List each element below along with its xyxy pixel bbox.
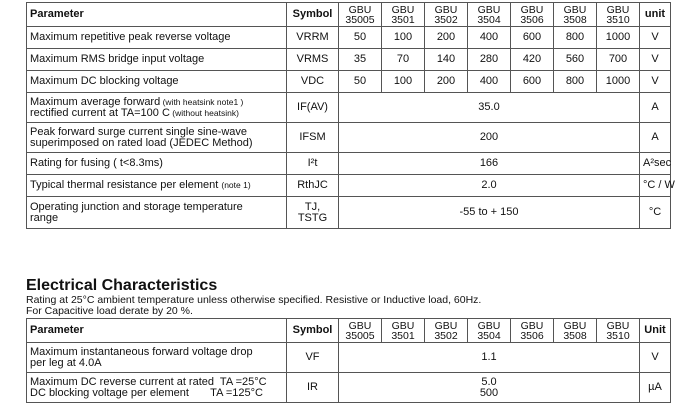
- row-value: 5.0 500: [339, 373, 640, 403]
- row-value: 35: [339, 49, 382, 71]
- section-note: Rating at 25°C ambient temperature unless otherwise specified. Resistive or Inductive load, 60Hz.: [26, 294, 482, 306]
- header-symbol: Symbol: [287, 3, 339, 27]
- row-value: 1000: [597, 71, 640, 93]
- row-parameter: Peak forward surge current single sine-wave superimposed on rated load (JEDEC Method): [27, 123, 287, 153]
- row-value: 166: [339, 153, 640, 175]
- row-parameter: Operating junction and storage temperature range: [27, 197, 287, 229]
- header-unit: Unit: [640, 319, 671, 343]
- row-parameter: Maximum DC blocking voltage: [27, 71, 287, 93]
- row-value: 1.1: [339, 343, 640, 373]
- row-unit: °C / W: [640, 175, 671, 197]
- max-ratings-table: [26, 2, 675, 229]
- table-row: [27, 49, 671, 71]
- row-parameter: Maximum RMS bridge input voltage: [27, 49, 287, 71]
- row-unit: A: [640, 93, 671, 123]
- header-part: GBU 3501: [382, 3, 425, 27]
- row-value: 200: [425, 27, 468, 49]
- row-symbol: VF: [287, 343, 339, 373]
- row-parameter: Rating for fusing ( t<8.3ms): [27, 153, 287, 175]
- row-value: 200: [425, 71, 468, 93]
- row-value: 50: [339, 71, 382, 93]
- header-part: GBU 3508: [554, 319, 597, 343]
- row-unit: A: [640, 123, 671, 153]
- table-row: [27, 27, 671, 49]
- header-part: GBU 3506: [511, 3, 554, 27]
- header-unit: unit: [640, 3, 671, 27]
- header-part: GBU 3510: [597, 319, 640, 343]
- section-title: Electrical Characteristics: [26, 277, 218, 294]
- header-part: GBU 35005: [339, 319, 382, 343]
- row-value: 1000: [597, 27, 640, 49]
- row-value: 100: [382, 27, 425, 49]
- row-value: 140: [425, 49, 468, 71]
- row-value: 2.0: [339, 175, 640, 197]
- row-value: -55 to + 150: [339, 197, 640, 229]
- row-symbol: VDC: [287, 71, 339, 93]
- table-header-row: [27, 3, 671, 27]
- electrical-characteristics-table: [26, 318, 671, 403]
- row-symbol: RthJC: [287, 175, 339, 197]
- header-symbol: Symbol: [287, 319, 339, 343]
- row-value: 400: [468, 71, 511, 93]
- row-value: 50: [339, 27, 382, 49]
- row-unit: V: [640, 343, 671, 373]
- row-value: 70: [382, 49, 425, 71]
- table-row: [27, 93, 671, 123]
- header-part: GBU 3501: [382, 319, 425, 343]
- header-part: GBU 35005: [339, 3, 382, 27]
- table-row: [27, 197, 671, 229]
- row-parameter: Maximum DC reverse current at rated TA =25°C DC blocking voltage per element TA =125°C: [27, 373, 287, 403]
- row-value: 35.0: [339, 93, 640, 123]
- row-parameter: Typical thermal resistance per element (note 1): [27, 175, 287, 197]
- row-value: 280: [468, 49, 511, 71]
- table-row: [27, 123, 671, 153]
- row-parameter: Maximum average forward (with heatsink note1 ) rectified current at TA=100 C (without heatsink): [27, 93, 287, 123]
- table-row: [27, 71, 671, 93]
- row-value: 420: [511, 49, 554, 71]
- header-part: GBU 3504: [468, 319, 511, 343]
- table-header-row: [27, 319, 671, 343]
- row-symbol: TJ, TSTG: [287, 197, 339, 229]
- row-unit: A²sec: [640, 153, 671, 175]
- header-part: GBU 3502: [425, 3, 468, 27]
- table-row: [27, 153, 671, 175]
- row-value: 800: [554, 27, 597, 49]
- row-parameter: Maximum instantaneous forward voltage drop per leg at 4.0A: [27, 343, 287, 373]
- table-row: [27, 343, 671, 373]
- row-unit: V: [640, 71, 671, 93]
- table-row: [27, 373, 671, 403]
- row-unit: V: [640, 27, 671, 49]
- row-value: 560: [554, 49, 597, 71]
- row-symbol: IFSM: [287, 123, 339, 153]
- header-part: GBU 3510: [597, 3, 640, 27]
- header-part: GBU 3504: [468, 3, 511, 27]
- row-symbol: VRRM: [287, 27, 339, 49]
- row-value: 700: [597, 49, 640, 71]
- header-part: GBU 3502: [425, 319, 468, 343]
- row-unit: °C: [640, 197, 671, 229]
- section-note: For Capacitive load derate by 20 %.: [26, 305, 193, 317]
- row-symbol: VRMS: [287, 49, 339, 71]
- row-value: 100: [382, 71, 425, 93]
- row-symbol: I²t: [287, 153, 339, 175]
- header-part: GBU 3506: [511, 319, 554, 343]
- header-part: GBU 3508: [554, 3, 597, 27]
- row-unit: µA: [640, 373, 671, 403]
- row-value: 400: [468, 27, 511, 49]
- row-symbol: IR: [287, 373, 339, 403]
- row-value: 200: [339, 123, 640, 153]
- row-value: 600: [511, 71, 554, 93]
- header-parameter: Parameter: [27, 3, 287, 27]
- header-parameter: Parameter: [27, 319, 287, 343]
- row-symbol: IF(AV): [287, 93, 339, 123]
- row-unit: V: [640, 49, 671, 71]
- row-value: 600: [511, 27, 554, 49]
- table-row: [27, 175, 671, 197]
- row-parameter: Maximum repetitive peak reverse voltage: [27, 27, 287, 49]
- row-value: 800: [554, 71, 597, 93]
